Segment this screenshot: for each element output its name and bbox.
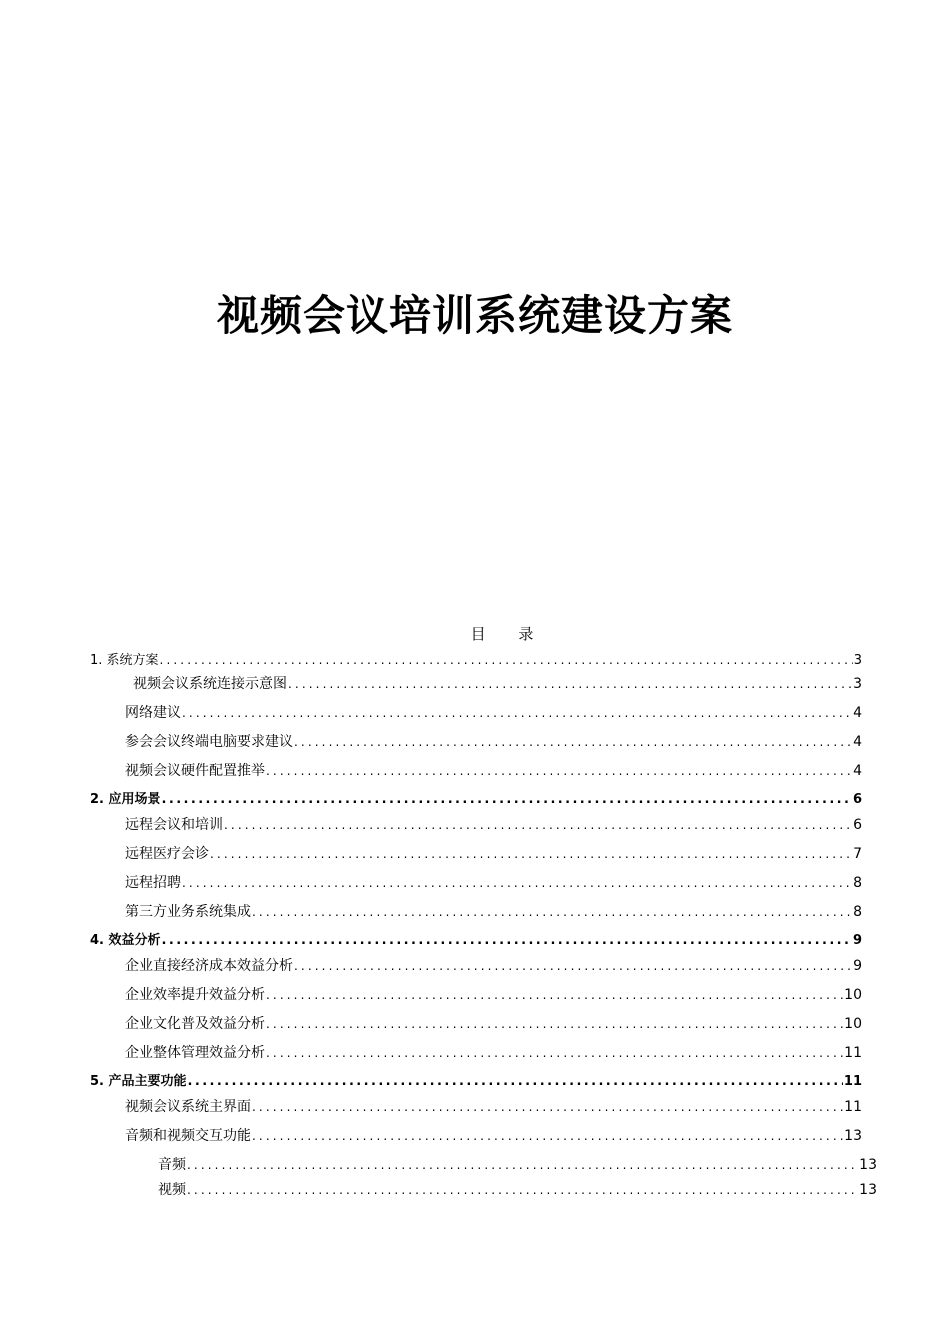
toc-leader-dots: [182, 703, 852, 723]
toc-entry-cost-benefit[interactable]: [125, 956, 862, 976]
toc-page-number: 8: [853, 904, 862, 920]
toc-entry-text: 1. 系统方案: [90, 653, 159, 668]
toc-entry-management-benefit[interactable]: [125, 1043, 862, 1063]
toc-leader-dots: [266, 985, 843, 1005]
toc-entry-scenarios[interactable]: [90, 790, 862, 810]
toc-leader-dots: [224, 815, 852, 835]
toc-leader-dots: [162, 790, 852, 810]
toc-page-number: 4: [853, 705, 862, 721]
toc-page-number: 13: [859, 1157, 877, 1173]
toc-entry-video[interactable]: [158, 1180, 877, 1200]
toc-leader-dots: [294, 956, 852, 976]
toc-page-number: 13: [844, 1128, 862, 1144]
toc-page-number: 9: [853, 958, 862, 974]
toc-entry-av-interaction[interactable]: [125, 1126, 862, 1146]
toc-page-number: 7: [853, 846, 862, 862]
toc-leader-dots: [252, 1097, 843, 1117]
toc-entry-audio[interactable]: [158, 1155, 877, 1175]
toc-entry-terminal-requirements[interactable]: [125, 732, 862, 752]
toc-entry-text: 企业文化普及效益分析: [125, 1016, 265, 1032]
toc-entry-main-features[interactable]: [90, 1072, 862, 1092]
toc-entry-network[interactable]: [125, 703, 862, 723]
toc-leader-dots: [210, 844, 852, 864]
toc-page-number: 13: [859, 1182, 877, 1198]
toc-entry-text: 视频: [158, 1182, 186, 1198]
toc-page-number: 10: [844, 987, 862, 1003]
toc-entry-remote-meeting[interactable]: [125, 815, 862, 835]
toc-leader-dots: [162, 931, 852, 951]
toc-page-number: 10: [844, 1016, 862, 1032]
toc-entry-hardware[interactable]: [125, 761, 862, 781]
toc-entry-benefit-analysis[interactable]: [90, 931, 862, 951]
toc-page-number: 11: [843, 1074, 862, 1089]
toc-entry-text: 企业效率提升效益分析: [125, 987, 265, 1003]
toc-leader-dots: [266, 1014, 843, 1034]
toc-entry-efficiency-benefit[interactable]: [125, 985, 862, 1005]
toc-leader-dots: [160, 650, 853, 670]
toc-entry-system-plan[interactable]: [90, 650, 862, 670]
toc-leader-dots: [187, 1155, 858, 1175]
toc-page-number: 3: [853, 653, 862, 668]
document-title: 视频会议培训系统建设方案: [216, 291, 733, 340]
toc-entry-text: 音频: [158, 1157, 186, 1173]
toc-entry-text: 企业整体管理效益分析: [125, 1045, 265, 1061]
toc-leader-dots: [187, 1180, 858, 1200]
toc-leader-dots: [182, 873, 852, 893]
toc-leader-dots: [188, 1072, 843, 1092]
toc-heading: 目 录: [470, 625, 548, 643]
toc-entry-text: 视频会议硬件配置推举: [125, 763, 265, 779]
toc-entry-text: 2. 应用场景: [90, 792, 161, 807]
toc-entry-text: 第三方业务系统集成: [125, 904, 251, 920]
toc-entry-text: 远程会议和培训: [125, 817, 223, 833]
toc-entry-text: 音频和视频交互功能: [125, 1128, 251, 1144]
toc-leader-dots: [294, 732, 852, 752]
toc-entry-text: 参会会议终端电脑要求建议: [125, 734, 293, 750]
toc-leader-dots: [288, 674, 852, 694]
toc-page-number: 6: [852, 792, 862, 807]
toc-page-number: 4: [853, 734, 862, 750]
toc-leader-dots: [252, 902, 852, 922]
toc-page-number: 3: [853, 676, 862, 692]
toc-leader-dots: [252, 1126, 843, 1146]
toc-page-number: 11: [844, 1099, 862, 1115]
toc-entry-text: 5. 产品主要功能: [90, 1074, 187, 1089]
toc-entry-culture-benefit[interactable]: [125, 1014, 862, 1034]
toc-entry-remote-recruitment[interactable]: [125, 873, 862, 893]
toc-page-number: 9: [852, 933, 862, 948]
toc-page-number: 4: [853, 763, 862, 779]
toc-entry-text: 视频会议系统连接示意图: [133, 676, 287, 692]
toc-page-number: 11: [844, 1045, 862, 1061]
toc-leader-dots: [266, 761, 852, 781]
toc-entry-text: 远程医疗会诊: [125, 846, 209, 862]
toc-entry-main-interface[interactable]: [125, 1097, 862, 1117]
toc-page-number: 6: [853, 817, 862, 833]
toc-page-number: 8: [853, 875, 862, 891]
toc-entry-remote-medical[interactable]: [125, 844, 862, 864]
toc-leader-dots: [266, 1043, 843, 1063]
toc-entry-text: 4. 效益分析: [90, 933, 161, 948]
toc-entry-text: 网络建议: [125, 705, 181, 721]
toc-entry-text: 视频会议系统主界面: [125, 1099, 251, 1115]
toc-entry-connection-diagram[interactable]: [133, 674, 862, 694]
toc-entry-text: 企业直接经济成本效益分析: [125, 958, 293, 974]
toc-entry-third-party[interactable]: [125, 902, 862, 922]
toc-entry-text: 远程招聘: [125, 875, 181, 891]
